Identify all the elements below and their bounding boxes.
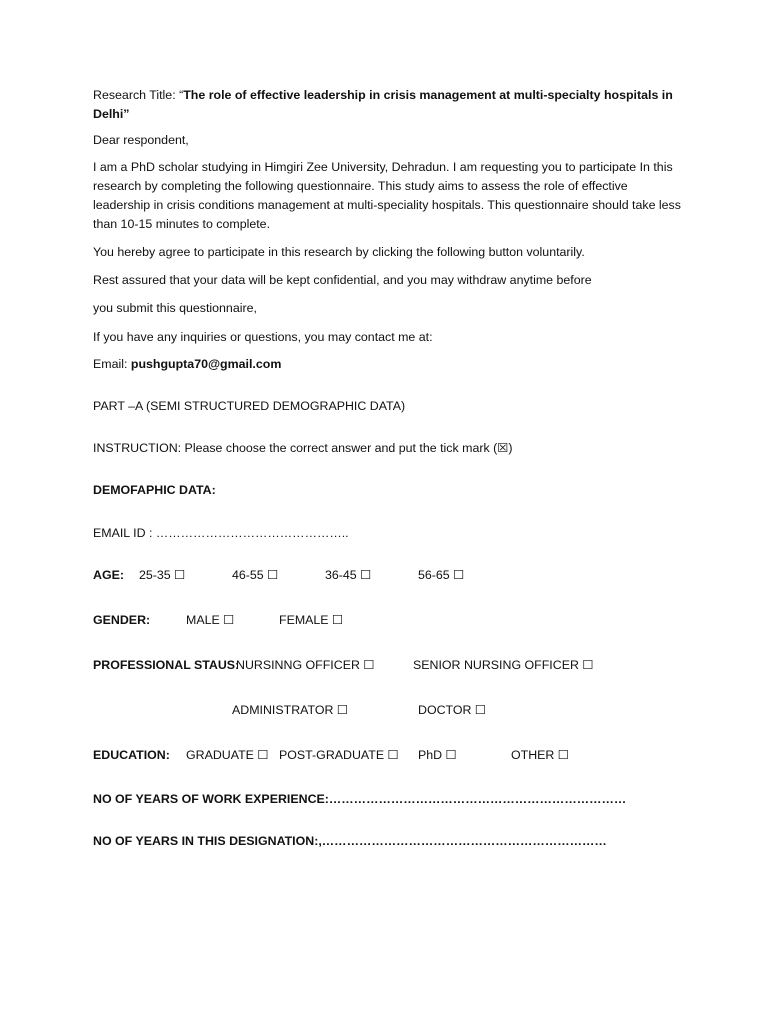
work-experience-field[interactable]: NO OF YEARS OF WORK EXPERIENCE:……………………………………………………………… <box>93 792 627 806</box>
email-id-field[interactable]: EMAIL ID : ……………………………………….. <box>93 526 349 540</box>
research-title-text: The role of effective leadership in crisis management at multi-specialty hospitals in Delhi” <box>93 88 673 121</box>
inquiries-text: If you have any inquiries or questions, you may contact me at: <box>93 330 433 344</box>
gender-option-male[interactable]: MALE ☐ <box>186 613 235 627</box>
instruction-text: INSTRUCTION: Please choose the correct answer and put the tick mark (☒) <box>93 441 513 455</box>
age-option-25-35[interactable]: 25-35 ☐ <box>139 568 186 582</box>
part-a-heading: PART –A (SEMI STRUCTURED DEMOGRAPHIC DATA) <box>93 399 406 413</box>
demographic-heading: DEMOFAPHIC DATA: <box>93 483 216 497</box>
consent-text: You hereby agree to participate in this research by clicking the following button voluntarily. <box>93 245 585 259</box>
research-title-prefix: Research Title: “ <box>93 88 184 102</box>
age-option-56-65[interactable]: 56-65 ☐ <box>418 568 465 582</box>
professional-option-senior-nursing-officer[interactable]: SENIOR NURSING OFFICER ☐ <box>413 658 594 672</box>
age-option-46-55[interactable]: 46-55 ☐ <box>232 568 279 582</box>
email-value[interactable]: pushgupta70@gmail.com <box>130 357 282 371</box>
contact-email <box>93 356 281 372</box>
email-label: Email: <box>93 357 131 371</box>
education-label: EDUCATION: <box>93 748 170 762</box>
gender-option-female[interactable]: FEMALE ☐ <box>279 613 344 627</box>
professional-option-nursing-officer[interactable]: NURSINNG OFFICER ☐ <box>236 658 375 672</box>
research-title <box>93 86 683 124</box>
greeting: Dear respondent, <box>93 133 189 147</box>
intro-paragraph: I am a PhD scholar studying in Himgiri Zee University, Dehradun. I am requesting you to participate In this research by completing the following questionnaire. This study aims to assess the role of effective leadership in crisis conditions management at multi-speciality hospitals. This questionnaire should take less than 10-15 minutes to complete. <box>93 160 681 231</box>
professional-option-doctor[interactable]: DOCTOR ☐ <box>418 703 487 717</box>
age-label: AGE: <box>93 568 124 582</box>
education-option-post-graduate[interactable]: POST-GRADUATE ☐ <box>279 748 399 762</box>
designation-years-field[interactable]: NO OF YEARS IN THIS DESIGNATION:,…………………………………………………………… <box>93 834 607 848</box>
education-option-other[interactable]: OTHER ☐ <box>511 748 569 762</box>
professional-option-administrator[interactable]: ADMINISTRATOR ☐ <box>232 703 348 717</box>
age-option-36-45[interactable]: 36-45 ☐ <box>325 568 372 582</box>
gender-label: GENDER: <box>93 613 151 627</box>
withdraw-text: you submit this questionnaire, <box>93 301 257 315</box>
confidentiality-text: Rest assured that your data will be kept confidential, and you may withdraw anytime before <box>93 273 592 287</box>
professional-status-label: PROFESSIONAL STAUS: <box>93 658 240 672</box>
education-option-graduate[interactable]: GRADUATE ☐ <box>186 748 269 762</box>
education-option-phd[interactable]: PhD ☐ <box>418 748 457 762</box>
